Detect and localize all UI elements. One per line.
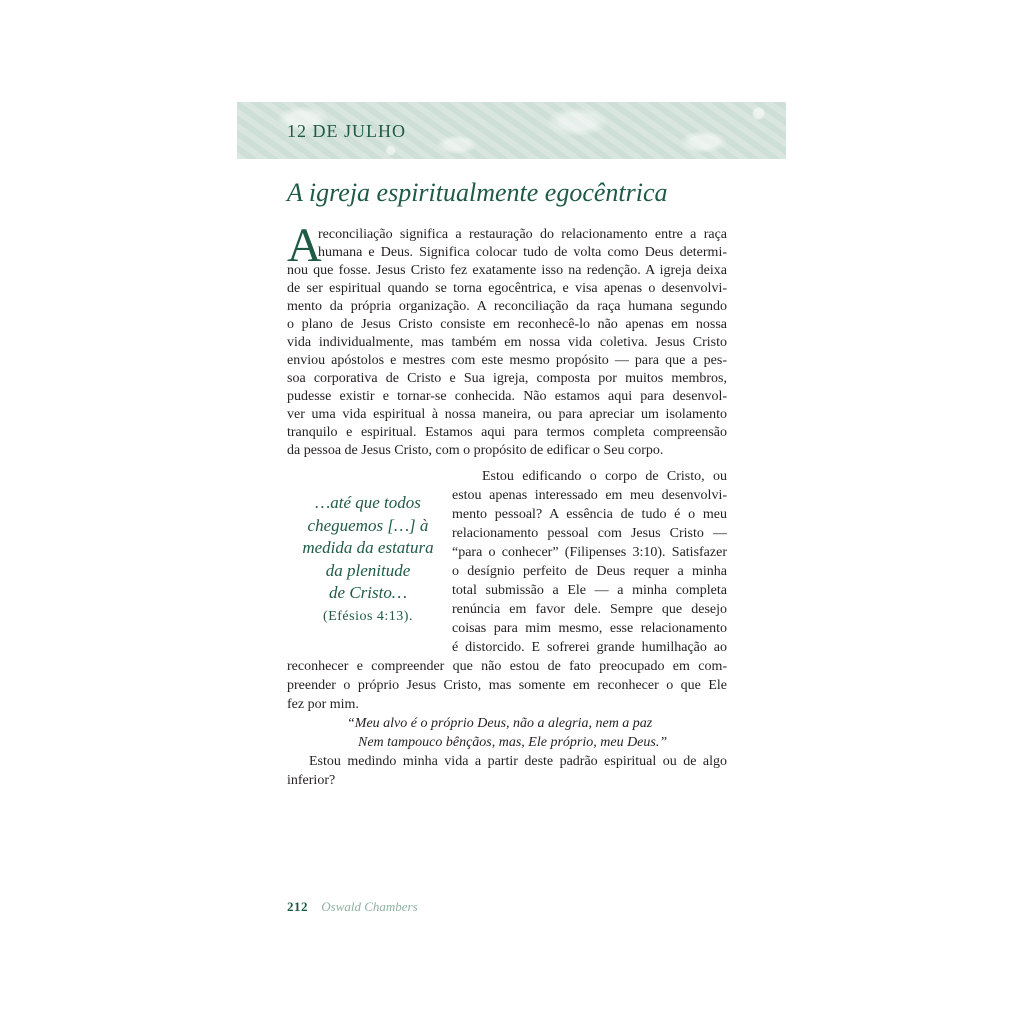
author-name: Oswald Chambers [321,899,418,914]
body-line: preender o próprio Jesus Cristo, mas somente em reconhecer o que Ele [287,678,727,693]
pull-quote-line: da plenitude [325,560,411,580]
pull-quote-line: …até que todos [315,493,421,512]
body-line: da pessoa de Jesus Cristo, com o propósito de edificar o Seu corpo. [287,443,664,458]
body-line: vida individualmente, mas também em nossa vida coletiva. Jesus Cristo [287,335,727,350]
body-line: pudesse existir e tornar-se conhecida. Não estamos aqui para desenvol- [287,389,727,404]
body-line: de ser espiritual quando se torna egocêntrica, e visa apenas o desenvolvi- [287,281,727,296]
body-line: tranquilo e espiritual. Estamos aqui para termos completa compreensão [287,425,727,440]
poem-line: Nem tampouco bênçãos, mas, Ele próprio, meu Deus.” [358,735,668,750]
pull-quote-line: medida da estatura [302,538,434,557]
body-line: humana e Deus. Significa colocar tudo de volta como Deus determi- [318,245,727,260]
page-footer [287,899,418,915]
body-line: renúncia em favor dele. Sempre que desejo [452,602,727,617]
pull-quote [287,492,449,628]
body-line: é distorcido. E sofrerei grande humilhação ao [452,640,727,655]
page-number: 212 [287,899,308,914]
page-title: A igreja espiritualmente egocêntrica [287,178,668,207]
pull-quote-line: cheguemos […] à [307,515,429,535]
body-line: enviou apóstolos e mestres com este mesmo propósito — para que a pes- [287,353,727,368]
date-banner [237,102,786,159]
body-line: Estou edificando o corpo de Cristo, ou [482,469,727,484]
body-line: total submissão a Ele — a minha completa [452,583,727,598]
body-line: estou apenas interessado em meu desenvolvi- [452,488,727,503]
date-heading: 12 DE JULHO [287,121,406,141]
scripture-reference: (Efésios 4:13). [323,608,413,624]
body-line: mento pessoal? A essência de tudo é o meu [452,507,727,522]
drop-cap: A [287,219,322,272]
poem-line: “Meu alvo é o próprio Deus, não a alegria, nem a paz [347,716,653,731]
body-line: fez por mim. [287,697,359,712]
body-line: reconhecer e compreender que não estou de fato preocupado em com- [287,659,727,674]
body-line: ver uma vida espiritual à nossa maneira, ou para apreciar um isolamento [287,407,727,422]
body-line: reconciliação significa a restauração do relacionamento entre a raça [318,227,727,242]
body-line: soa corporativa de Cristo e Sua igreja, composta por muitos membros, [287,371,727,386]
pull-quote-line: de Cristo… [329,583,407,602]
body-line: o plano de Jesus Cristo consiste em reconhecê-lo não apenas em nossa [287,317,727,332]
body-line: relacionamento pessoal com Jesus Cristo — [452,526,727,541]
body-line: o desígnio perfeito de Deus requer a minha [452,564,727,579]
body-line: nou que fosse. Jesus Cristo fez exatamente isso na redenção. A igreja deixa [287,263,727,278]
body-line: mento da própria organização. A reconciliação da raça humana segundo [287,299,727,314]
body-line: Estou medindo minha vida a partir deste padrão espiritual ou de algo [309,754,727,769]
body-line: “para o conhecer” (Filipenses 3:10). Satisfazer [452,545,727,560]
body-line: coisas para mim mesmo, esse relacionamento [452,621,727,636]
body-line: inferior? [287,773,336,788]
